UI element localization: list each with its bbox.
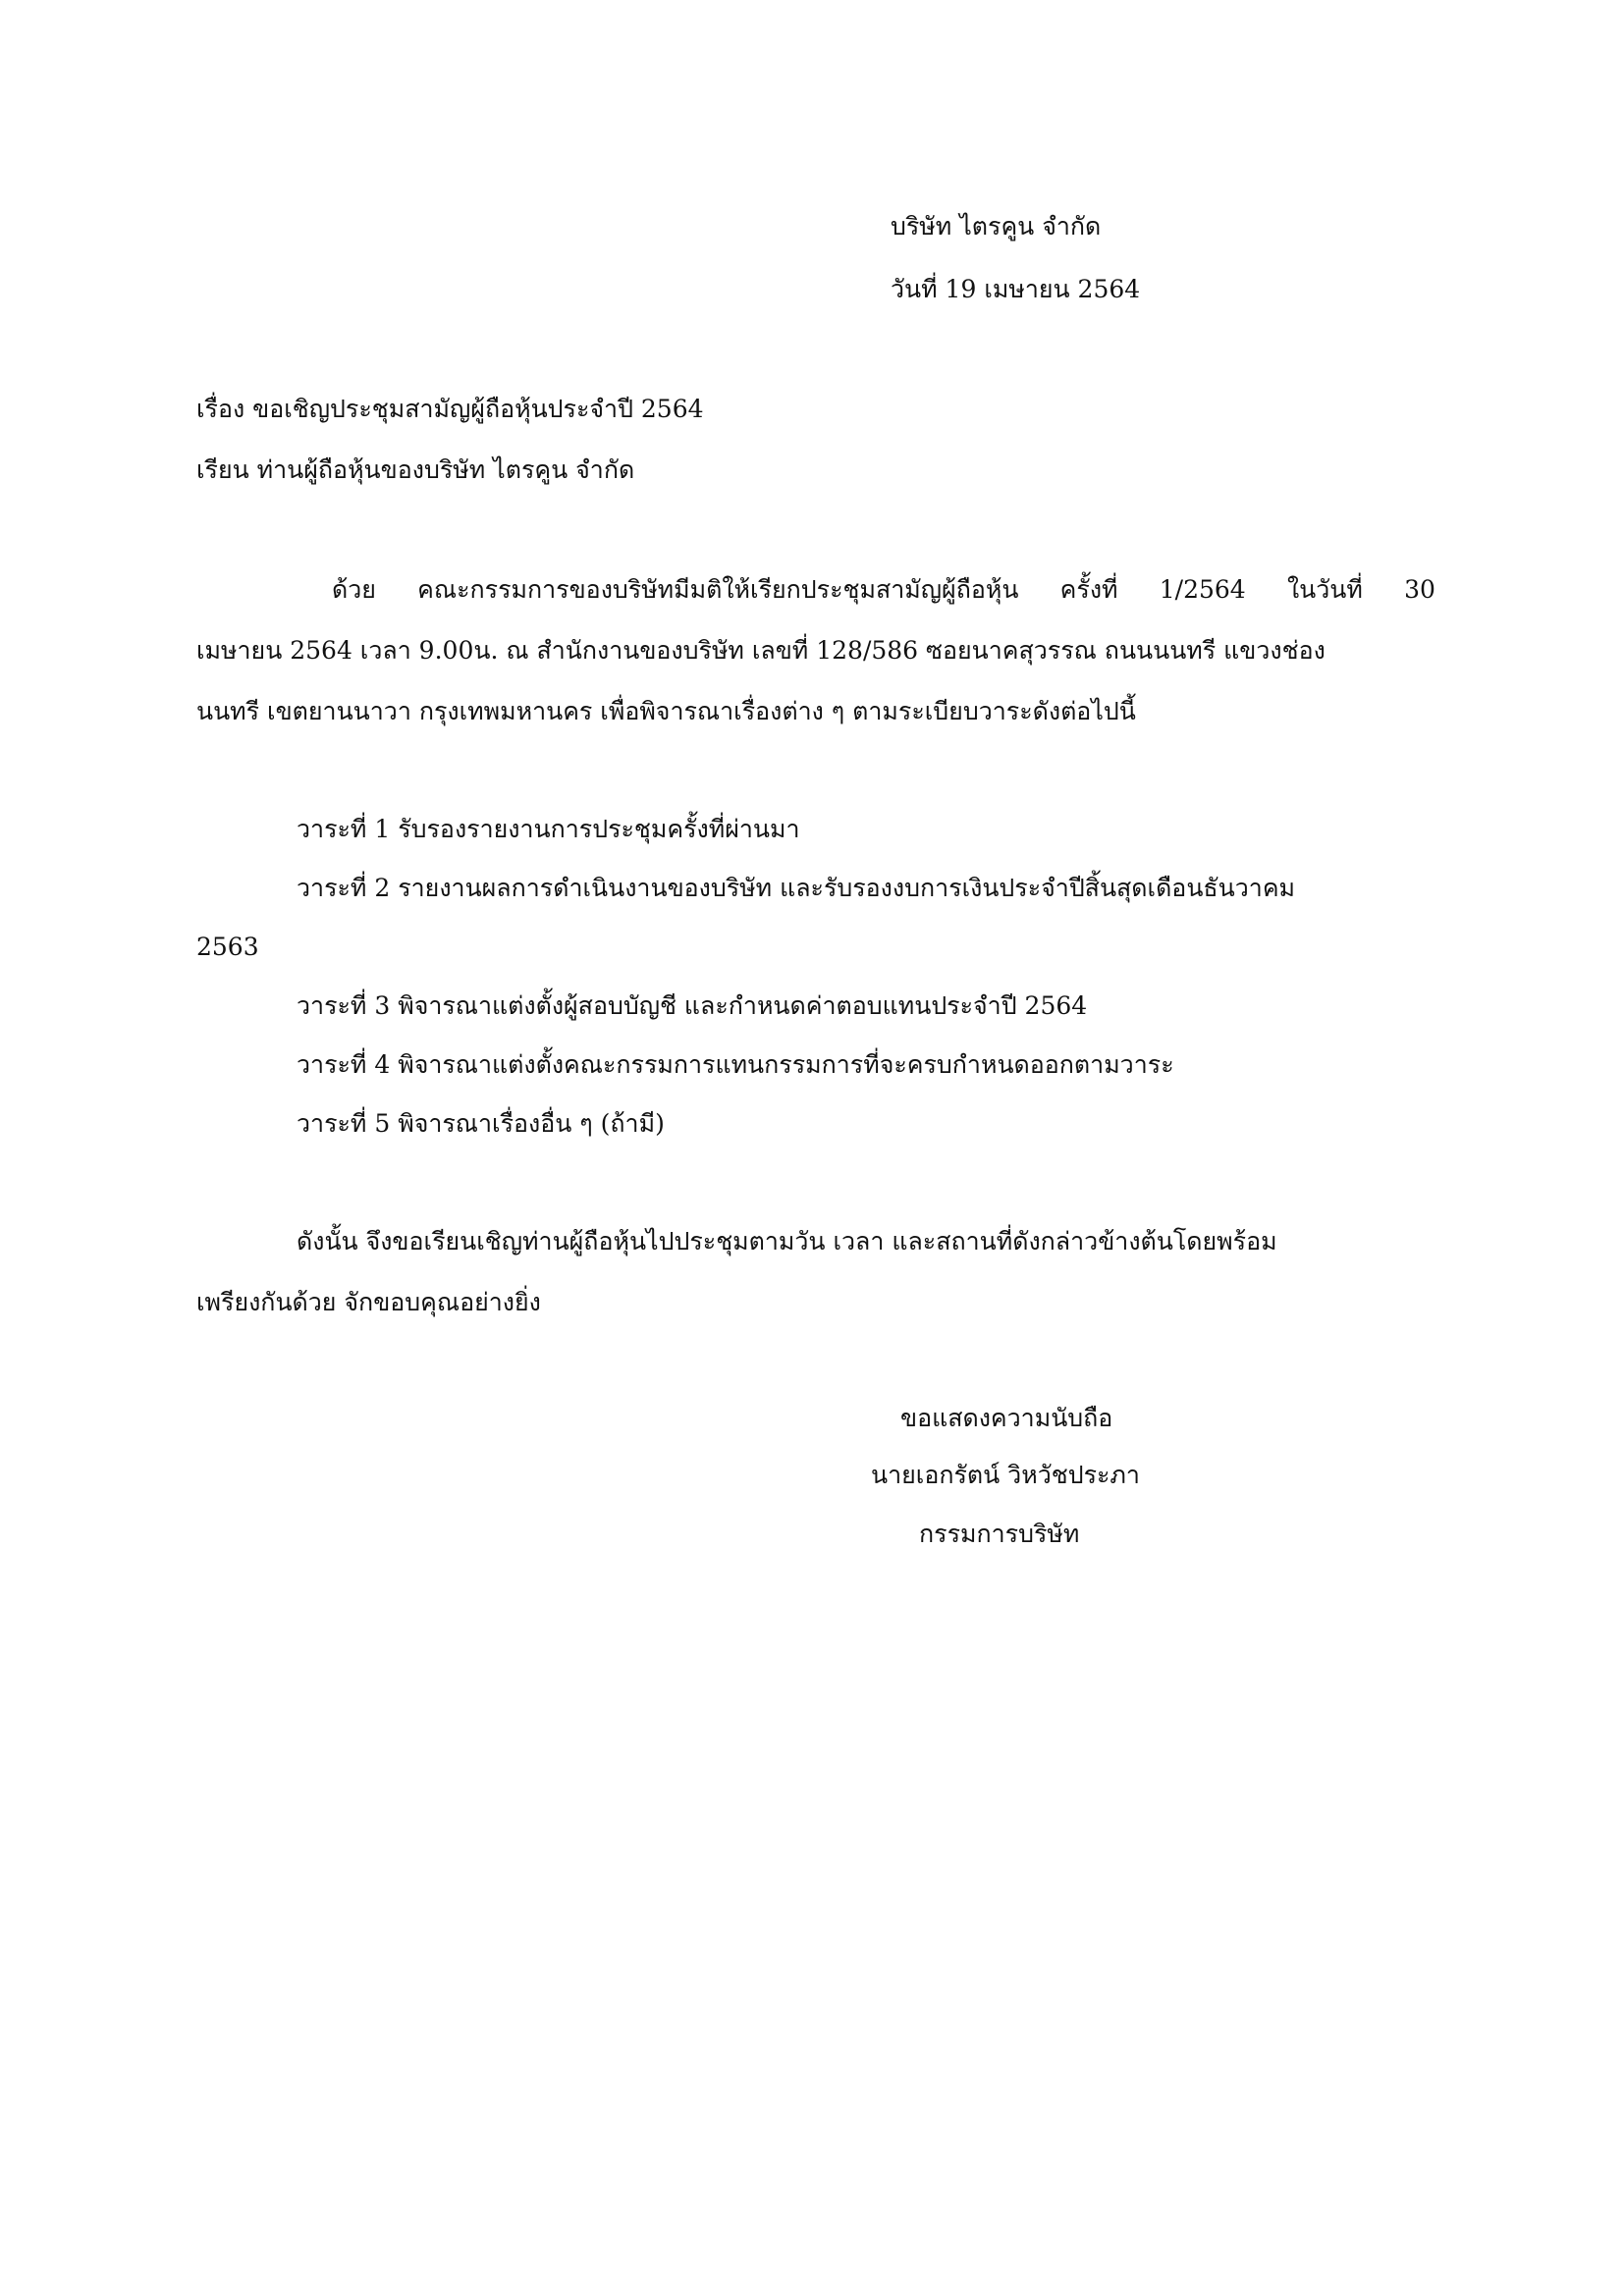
intro-word: คณะกรรมการของบริษัทมีมติให้เรียกประชุมสามัญผู้ถือหุ้น [417, 575, 1019, 604]
signature-regards: ขอแสดงความนับถือ [900, 1404, 1113, 1432]
closing-line-2: เพรียงกันด้วย จักขอบคุณอย่างยิ่ง [196, 1288, 541, 1316]
company-name: บริษัท ไตรคูน จำกัด [891, 212, 1102, 240]
agenda-item-3: วาระที่ 3 พิจารณาแต่งตั้งผู้สอบบัญชี และกำหนดค่าตอบแทนประจำปี 2564 [297, 991, 1088, 1020]
intro-word: ครั้งที่ [1059, 575, 1118, 604]
intro-word: 30 [1404, 575, 1435, 604]
intro-word: ในวันที่ [1286, 575, 1363, 604]
letter-subject: เรื่อง ขอเชิญประชุมสามัญผู้ถือหุ้นประจำปี 2564 [196, 395, 704, 423]
intro-word: 1/2564 [1159, 575, 1246, 604]
signature-name: นายเอกรัตน์ วิหวัชประภา [871, 1461, 1140, 1489]
signature-position: กรรมการบริษัท [919, 1520, 1080, 1548]
agenda-item-5: วาระที่ 5 พิจารณาเรื่องอื่น ๆ (ถ้ามี) [297, 1109, 665, 1138]
agenda-item-2-continuation: 2563 [196, 933, 259, 961]
intro-line-1 [332, 573, 1435, 607]
closing-line-1: ดังนั้น จึงขอเรียนเชิญท่านผู้ถือหุ้นไปประชุมตามวัน เวลา และสถานที่ดังกล่าวข้างต้นโดยพร้อม [297, 1227, 1277, 1255]
letter-date: วันที่ 19 เมษายน 2564 [891, 275, 1141, 303]
agenda-item-4: วาระที่ 4 พิจารณาแต่งตั้งคณะกรรมการแทนกรรมการที่จะครบกำหนดออกตามวาระ [297, 1050, 1174, 1079]
intro-word: ด้วย [332, 575, 376, 604]
intro-line-3: นนทรี เขตยานนาวา กรุงเทพมหานคร เพื่อพิจารณาเรื่องต่าง ๆ ตามระเบียบวาระดังต่อไปนี้ [196, 697, 1136, 725]
agenda-item-1: วาระที่ 1 รับรองรายงานการประชุมครั้งที่ผ่านมา [297, 815, 800, 843]
letter-recipient: เรียน ท่านผู้ถือหุ้นของบริษัท ไตรคูน จำกัด [196, 455, 635, 484]
intro-line-2: เมษายน 2564 เวลา 9.00น. ณ สำนักงานของบริษัท เลขที่ 128/586 ซอยนาคสุวรรณ ถนนนนทรี แขวงช่อง [196, 636, 1326, 665]
agenda-item-2: วาระที่ 2 รายงานผลการดำเนินงานของบริษัท และรับรองงบการเงินประจำปีสิ้นสุดเดือนธันวาคม [297, 874, 1296, 902]
